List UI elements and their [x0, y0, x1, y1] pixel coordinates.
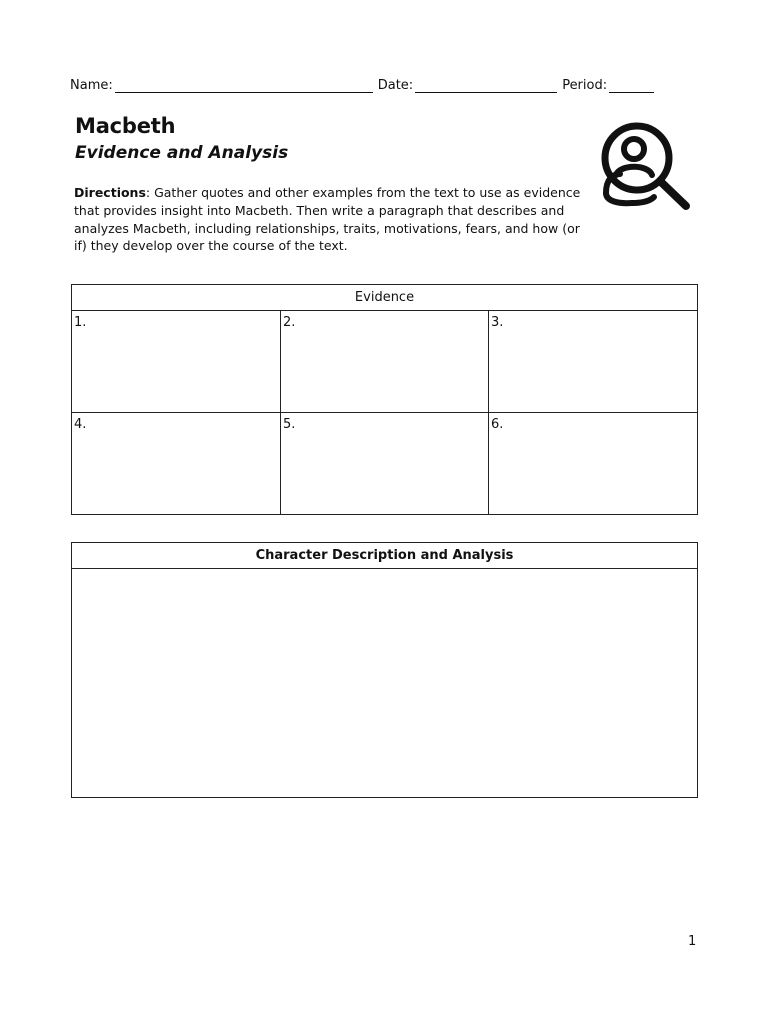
- period-label: Period:: [562, 78, 608, 93]
- page-number: 1: [688, 934, 697, 949]
- directions: [74, 184, 594, 255]
- evidence-cell-6[interactable]: 6.: [491, 417, 504, 432]
- page-subtitle: Evidence and Analysis: [75, 143, 289, 163]
- name-field[interactable]: [115, 78, 373, 93]
- date-label: Date:: [377, 78, 414, 93]
- period-field[interactable]: [609, 78, 654, 93]
- analysis-writing-area[interactable]: [72, 569, 697, 797]
- name-label: Name:: [70, 78, 113, 93]
- analysis-table: [71, 542, 698, 798]
- directions-label: Directions: [74, 185, 146, 200]
- person-search-magnifier-icon: [598, 117, 698, 213]
- directions-text: : Gather quotes and other examples from the text to use as evidence that provides insight into Macbeth. Then write a paragraph that describes and analyzes Macbeth, including relationships, traits, motivations, fears, and how (or if) they develop over the course of the text.: [74, 185, 581, 254]
- evidence-cell-3[interactable]: 3.: [489, 311, 697, 413]
- student-info-line: [70, 73, 670, 93]
- analysis-header: Character Description and Analysis: [72, 543, 697, 569]
- evidence-cell-4[interactable]: 4.: [72, 413, 281, 514]
- evidence-cell-5[interactable]: 5.: [281, 413, 489, 514]
- evidence-header: Evidence: [72, 285, 697, 311]
- evidence-cell-2[interactable]: 2.: [281, 311, 489, 413]
- page-title: Macbeth: [75, 114, 176, 138]
- evidence-cell-1[interactable]: 1.: [72, 311, 281, 413]
- evidence-grid: [72, 311, 697, 514]
- date-field[interactable]: [415, 78, 557, 93]
- evidence-table: [71, 284, 698, 515]
